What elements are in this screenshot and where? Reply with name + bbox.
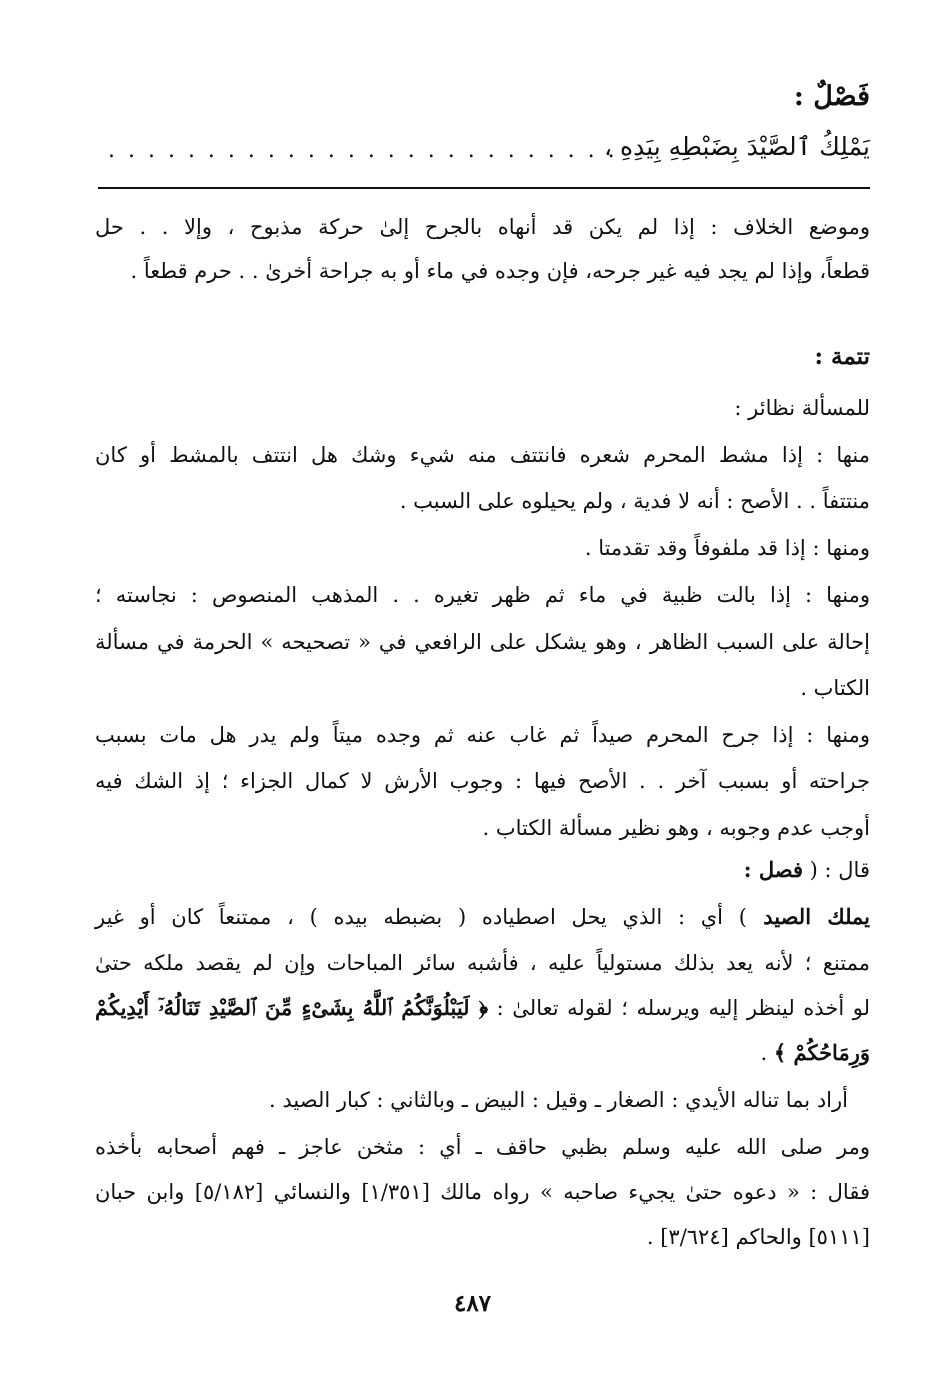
text-line: قطعاً، وإذا لم يجد فيه غير جرحه، فإن وجده في ماء أو به جراحة أخرىٰ . . حرم قطعاً . <box>130 259 870 283</box>
text-line: أوجب عدم وجوبه ، وهو نظير مسألة الكتاب . <box>482 816 870 840</box>
text-line: جراحته أو بسبب آخر . . الأصح فيها : وجوب الأرش لا كمال الجزاء ؛ إذ الشك فيه <box>95 769 870 793</box>
text-line: ومنها : إذا جرح المحرم صيداً ثم غاب عنه ثم وجده ميتاً ولم يدر هل مات بسبب <box>95 723 870 747</box>
text-line: منها : إذا مشط المحرم شعره فانتتف منه شيء وشك هل انتتف بالمشط أو كان <box>95 443 870 467</box>
text-line: ومنها : إذا بالت ظبية في ماء ثم ظهر تغيره . . المذهب المنصوص : نجاسته ؛ <box>95 583 870 607</box>
text-line: ومر صلى الله عليه وسلم بظبي حاقف ـ أي : مثخن عاجز ـ فهم أصحابه بأخذه <box>95 1135 870 1159</box>
text-line: وَرِمَاحُكُمْ ﴾ . <box>760 1040 870 1065</box>
text-line: ومنها : إذا قد ملفوفاً وقد تقدمتا . <box>584 536 870 560</box>
text-line: منتتفاً . . الأصح : أنه لا فدية ، ولم يحيلوه على السبب . <box>399 489 870 513</box>
page-number: ٤٨٧ <box>453 1290 492 1317</box>
text-line: الكتاب . <box>800 676 870 700</box>
section-heading: فَصْلٌ : <box>793 81 870 112</box>
text-line: للمسألة نظائر : <box>734 396 870 420</box>
text-line: فقال : « دعوه حتىٰ يجيء صاحبه » رواه مالك [١/٣٥١] والنسائي [٥/١٨٢] وابن حبان <box>95 1180 870 1204</box>
text-line: أراد بما تناله الأيدي : الصغار ـ وقيل : البيض ـ وبالثاني : كبار الصيد . <box>269 1088 848 1112</box>
text-line: [٥١١١] والحاكم [٣/٦٢٤] . <box>646 1225 870 1249</box>
text-line: لو أخذه لينظر إليه ويرسله ؛ لقوله تعالىٰ : ﴿ لَيَبْلُوَنَّكُمُ ٱللَّهُ بِشَىْءٍ مِّنَ ٱلصَّيْدِ تَنَالُهُۥٓ أَيْدِيكُمْ <box>95 995 870 1020</box>
matn-text: يَمْلِكُ ٱلصَّيْدَ بِضَبْطِهِ بِيَدِهِ ، <box>603 132 870 161</box>
text-line: يملك الصيد ) أي : الذي يحل اصطياده ( بضبطه بيده ) ، ممتنعاً كان أو غير <box>95 904 871 929</box>
dot-leader: . . . . . . . . . . . . . . . . . . . . . . . . . . <box>108 138 618 163</box>
qala-line: قال : ( فصل : <box>743 857 870 882</box>
text-line: إحالة على السبب الظاهر ، وهو يشكل على الرافعي في « تصحيحه » الحرمة في مسألة <box>95 630 870 654</box>
text-line: ممتنع ؛ لأنه يعد بذلك مستولياً عليه ، فأشبه سائر المباحات وإن لم يقصد ملكه حتىٰ <box>95 951 870 975</box>
text-line: وموضع الخلاف : إذا لم يكن قد أنهاه بالجرح إلىٰ حركة مذبوح ، وإلا . . حل <box>95 215 870 239</box>
subsection-heading: تتمة : <box>814 343 870 370</box>
separator-rule <box>98 187 870 189</box>
